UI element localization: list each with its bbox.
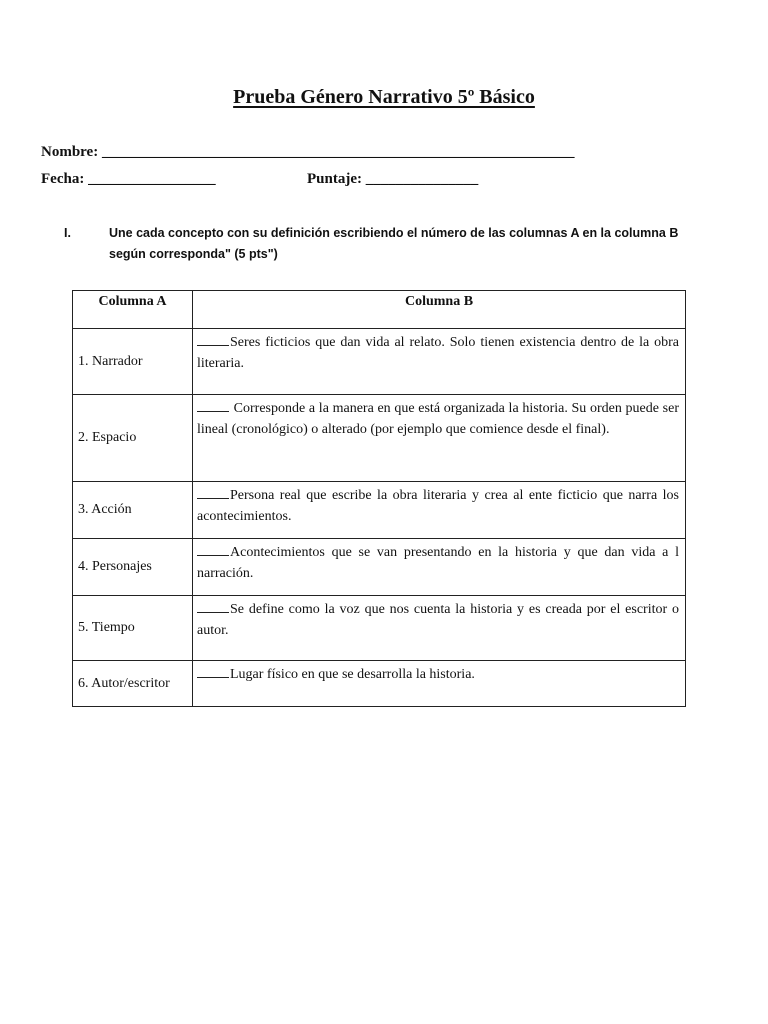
name-field[interactable]: Nombre: _______________________________________________________________ (41, 144, 575, 160)
table-row (73, 539, 686, 596)
table-row (73, 661, 686, 707)
concept-cell: 3. Acción (73, 482, 193, 539)
definition-cell (193, 661, 686, 707)
answer-blank[interactable] (197, 541, 229, 556)
concept-cell: 4. Personajes (73, 539, 193, 596)
column-a-header: Columna A (73, 291, 193, 329)
date-field[interactable]: Fecha: _________________ (41, 171, 216, 187)
column-b-header: Columna B (193, 291, 686, 329)
page-title: Prueba Género Narrativo 5º Básico (233, 86, 535, 108)
definition-text: Corresponde a la manera en que está organizada la historia. Su orden puede ser lineal (cronológico) o alterado (por ejemplo que comience desde el final). (197, 401, 679, 437)
definition-text: Lugar físico en que se desarrolla la historia. (230, 667, 475, 682)
concept-cell: 6. Autor/escritor (73, 661, 193, 707)
definition-cell (193, 482, 686, 539)
answer-blank[interactable] (197, 397, 229, 412)
definition-cell (193, 539, 686, 596)
concept-cell: 2. Espacio (73, 395, 193, 482)
table-row (73, 482, 686, 539)
matching-table (72, 290, 686, 707)
definition-cell (193, 596, 686, 661)
table-row (73, 596, 686, 661)
answer-blank[interactable] (197, 663, 229, 678)
answer-blank[interactable] (197, 484, 229, 499)
definition-text: Acontecimientos que se van presentando en la historia y que dan vida a l narración. (197, 545, 679, 581)
concept-cell: 1. Narrador (73, 329, 193, 395)
definition-text: Se define como la voz que nos cuenta la historia y es creada por el escritor o autor. (197, 602, 679, 638)
concept-cell: 5. Tiempo (73, 596, 193, 661)
definition-cell (193, 395, 686, 482)
definition-text: Seres ficticios que dan vida al relato. Solo tienen existencia dentro de la obra literaria. (197, 335, 679, 371)
definition-cell (193, 329, 686, 395)
instruction-text: Une cada concepto con su definición escribiendo el número de las columnas A en la columna B según corresponda" (5 pts") (109, 226, 679, 261)
score-field[interactable]: Puntaje: _______________ (307, 171, 479, 187)
answer-blank[interactable] (197, 598, 229, 613)
definition-text: Persona real que escribe la obra literaria y crea al ente ficticio que narra los acontecimientos. (197, 488, 679, 524)
table-row (73, 329, 686, 395)
instruction-number: I. (64, 226, 71, 240)
answer-blank[interactable] (197, 331, 229, 346)
table-row (73, 395, 686, 482)
